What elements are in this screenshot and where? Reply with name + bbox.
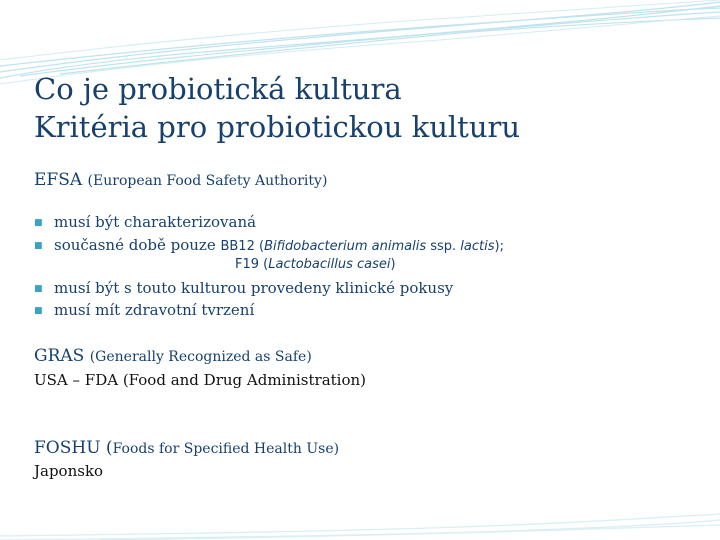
bullet-item <box>34 301 254 319</box>
foshu-full-name: Foods for Specified Health Use) <box>112 441 340 457</box>
bullet-item <box>34 236 504 254</box>
bullet-square-icon: ■ <box>34 284 43 294</box>
foshu-heading <box>34 438 339 458</box>
efsa-heading <box>34 170 327 190</box>
efsa-abbr: EFSA <box>34 170 83 190</box>
strain-bb12: BB12 ( <box>220 239 265 254</box>
foshu-abbr: FOSHU ( <box>34 438 113 458</box>
strain-f19: F19 ( <box>235 257 269 272</box>
bullet-text: musí mít zdravotní tvrzení <box>54 301 255 319</box>
bullet-text: musí být charakterizovaná <box>54 213 257 231</box>
foshu-country: Japonsko <box>34 462 104 480</box>
bullet-end: ); <box>494 239 504 254</box>
bullet-square-icon: ■ <box>34 306 43 316</box>
species-name: Lactobacillus casei <box>268 257 391 272</box>
gras-abbr: GRAS <box>34 346 85 366</box>
title-line-1: Co je probiotická kultura <box>34 72 402 106</box>
bullet-end: ) <box>390 257 396 272</box>
gras-full-name: (Generally Recognized as Safe) <box>89 349 312 365</box>
title-line-2: Kritéria pro probiotickou kulturu <box>34 110 521 144</box>
gras-heading <box>34 346 312 366</box>
bullet-item <box>34 213 256 231</box>
bullet-square-icon: ■ <box>34 218 43 228</box>
bullet-square-icon: ■ <box>34 241 43 251</box>
species-name: Bifidobacterium animalis <box>264 239 427 254</box>
bullet-text: současné době pouze <box>54 236 221 254</box>
bullet-text: musí být s touto kulturou provedeny klinické pokusy <box>54 279 454 297</box>
subspecies-name: lactis <box>460 239 495 254</box>
bullet-item <box>34 279 453 297</box>
page-title <box>34 70 694 146</box>
bullet-continuation <box>235 257 396 272</box>
gras-authority: USA – FDA (Food and Drug Administration) <box>34 371 367 389</box>
efsa-full-name: (European Food Safety Authority) <box>87 173 328 189</box>
ssp-label: ssp. <box>426 239 461 254</box>
